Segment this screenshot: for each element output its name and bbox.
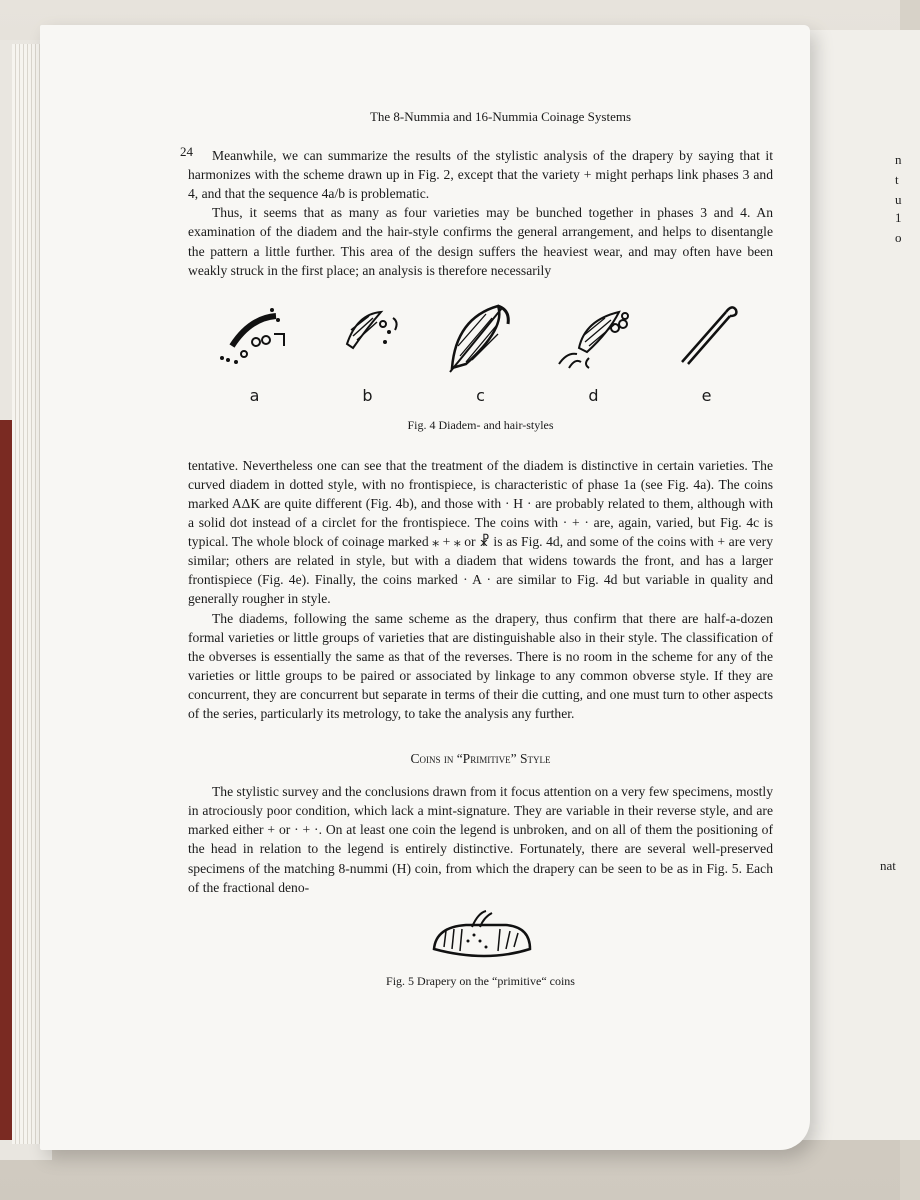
diadem-sketch-d xyxy=(549,298,639,378)
paragraph: tentative. Nevertheless one can see that the treatment of the diadem is distinctive in certain varieties. The curved diadem in dotted style, with no frontispiece, is characteristic of phase 1a (see Fig. 4a). The coins marked AΔK are quite different (Fig. 4b), and those with · H · are probably related to them, although with a solid dot instead of a circlet for the frontispiece. The coins with · + · are, again, varied, but Fig. 4c is typical. The whole block of coinage marked ⁎ + ⁎ or ☧ is as Fig. 4d, and some of the coins with + are very similar; others are related in style, but with a diadem that widens towards the front, and has a larger frontispiece (Fig. 4e). Finally, the coins marked · A · are similar to Fig. 4d but variable in quality and generally rougher in style. xyxy=(188,457,773,607)
figure-4-item xyxy=(205,298,305,408)
figure-caption: Fig. 4 Diadem- and hair-styles xyxy=(407,417,554,432)
diadem-sketch-a xyxy=(210,298,300,378)
page-content xyxy=(180,107,773,1001)
facing-page xyxy=(800,30,920,1140)
figure-4-item xyxy=(657,298,757,408)
figure-label: d xyxy=(588,385,599,405)
figure-4 xyxy=(188,298,773,438)
paragraph: The stylistic survey and the conclusions drawn from it focus attention on a very few specimens, mostly in atrociously poor condition, which lack a mint-signature. They are variable in their reverse style, and are marked either + or · + ·. On at least one coin the legend is unbroken, and on all of them the positioning of the head in relation to the legend is entirely distinctive. Fortunately, there are several well-preserved specimens of the matching 8-nummi (H) coin, from which the drapery can be seen to be as in Fig. 5. Each of the fractional deno- xyxy=(188,784,773,895)
figure-4-item xyxy=(431,298,531,408)
paragraph: Thus, it seems that as many as four varieties may be bunched together in phases 3 and 4. An examination of the diadem and the hair-style confirms the general arrangement, and helps to disentangle the pattern a little further. This area of the design suffers the heaviest wear, and may often have been weakly struck in the first place; an analysis is therefore necessarily xyxy=(188,205,773,278)
paragraph: Meanwhile, we can summarize the results of the stylistic analysis of the drapery by saying that it harmonizes with the scheme drawn up in Fig. 2, except that the variety + might perhaps link phases 3 and 4, and that the sequence 4a/b is problematic. xyxy=(188,148,773,202)
diadem-sketch-c xyxy=(436,298,526,378)
figure-label: b xyxy=(362,385,373,405)
drapery-sketch xyxy=(426,909,536,964)
figure-label: e xyxy=(701,385,712,405)
running-head: The 8-Nummia and 16-Nummia Coinage Systems xyxy=(369,109,632,124)
page-number: 24 xyxy=(180,144,193,159)
diadem-sketch-e xyxy=(662,298,752,378)
diadem-sketch-b xyxy=(323,298,413,378)
figure-label: a xyxy=(249,385,260,405)
facing-text-fragment: o xyxy=(895,230,902,245)
section-heading: Coins in “Primitive” Style xyxy=(410,751,551,767)
facing-text-fragment: u xyxy=(895,192,902,207)
figure-caption: Fig. 5 Drapery on the “primitive“ coins xyxy=(386,973,575,988)
facing-text-fragment: 1 xyxy=(895,210,902,225)
book-page xyxy=(40,25,810,1150)
facing-text-fragment: t xyxy=(895,172,899,187)
figure-4-item xyxy=(318,298,418,408)
paragraph: The diadems, following the same scheme as the drapery, thus confirm that there are half-a-dozen formal varieties or little groups of varieties that are distinguishable also in their style. The classification of the obverses is essentially the same as that of the reverses. There is no room in the scheme for any of the varieties or little groups to be paired or associated by linkage to any common obverse style. If they are concurrent, they are concurrent but separate in terms of their die cutting, and one must turn to other aspects of the series, particularly its metrology, to take the analysis any further. xyxy=(188,610,773,721)
figure-label: c xyxy=(476,385,485,405)
figure-5 xyxy=(188,909,773,964)
figure-4-item xyxy=(544,298,644,408)
facing-text-fragment: n xyxy=(895,152,902,167)
facing-text-fragment: nat xyxy=(880,858,896,873)
